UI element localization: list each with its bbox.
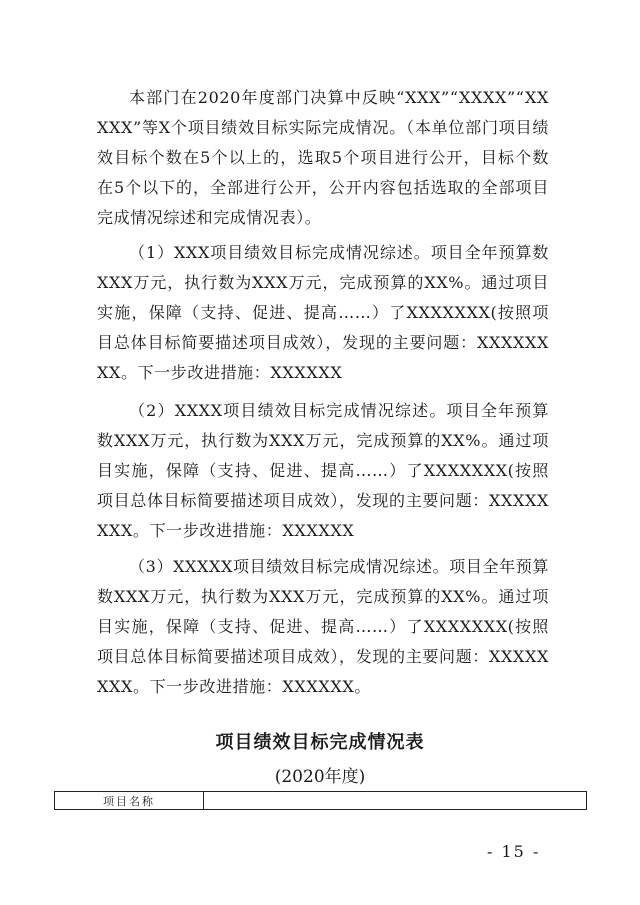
paragraph-project-1: （1）XXX项目绩效目标完成情况综述。项目全年预算数XXX万元，执行数为XXX万元，完成预算的XX%。通过项目实施，保障（支持、促进、提高……）了XXXXXXX(按照项目总体目标简要描述项目成效），发现的主要问题：XXXXXXXX。下一步改进措施：XXXXXX (97, 243, 549, 382)
table-year: (2020年度) (274, 767, 366, 787)
paragraph-intro: 本部门在2020年度部门决算中反映“XXX”“XXXX”“XXXXX”等X个项目绩效目标实际完成情况。（本单位部门项目绩效目标个数在5个以上的，选取5个项目进行公开，目标个数在5个以下的，全部进行公开，公开内容包括选取的全部项目完成情况综述和完成情况表）。 (97, 88, 549, 227)
performance-table (54, 791, 587, 810)
paragraph-project-3: （3）XXXXX项目绩效目标完成情况综述。项目全年预算数XXX万元，执行数为XXX万元，完成预算的XX%。通过项目实施，保障（支持、促进、提高……）了XXXXXXX(按照项目总体目标简要描述项目成效），发现的主要问题：XXXXXXXX。下一步改进措施：XXXXXX。 (97, 557, 549, 696)
table-cell-label: 项目名称 (55, 792, 204, 810)
table-cell-value (204, 792, 587, 810)
paragraph-project-2: （2）XXXX项目绩效目标完成情况综述。项目全年预算数XXX万元，执行数为XXX万元，完成预算的XX%。通过项目实施，保障（支持、促进、提高……）了XXXXXXX(按照项目总体目标简要描述项目成效），发现的主要问题：XXXXXXXX。下一步改进措施：XXXXXX (97, 401, 549, 540)
table-title: 项目绩效目标完成情况表 (215, 732, 425, 753)
table-row (55, 792, 587, 810)
page-number: - 15 - (487, 842, 541, 861)
